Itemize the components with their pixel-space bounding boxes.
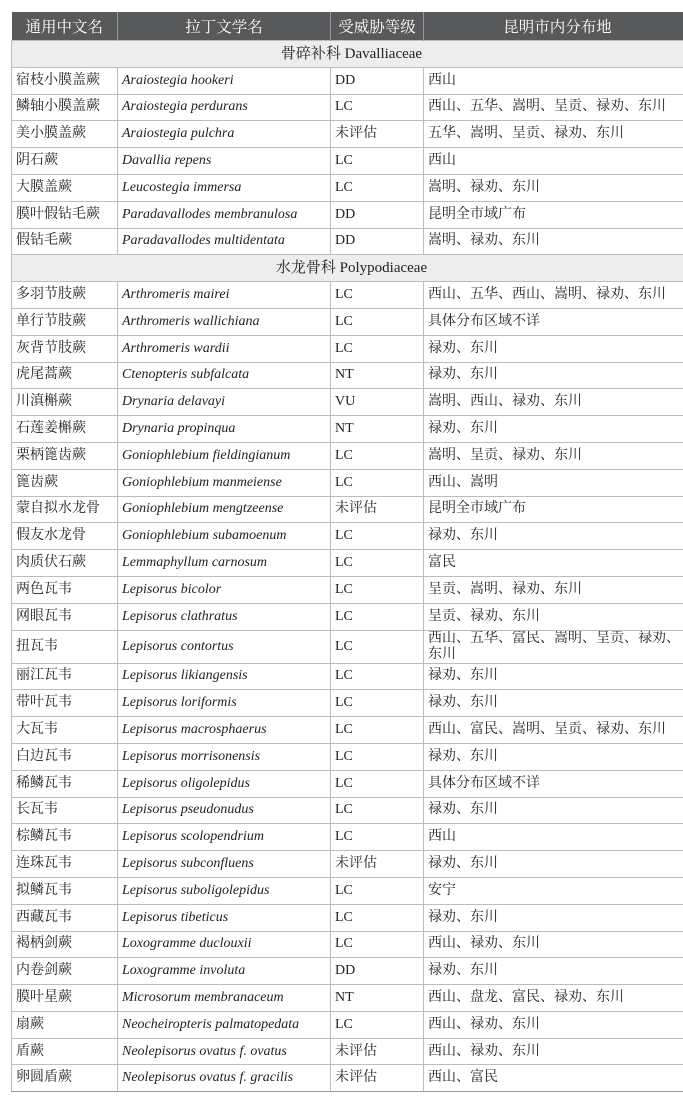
chinese-name-cell: 假钻毛蕨	[12, 228, 118, 255]
distribution-cell: 昆明全市域广布	[424, 201, 683, 228]
threat-level-cell: LC	[331, 335, 424, 362]
latin-name-cell: Lepisorus pseudonudus	[118, 797, 331, 824]
chinese-name-cell: 两色瓦韦	[12, 576, 118, 603]
table-row	[12, 690, 683, 717]
distribution-cell: 西山、五华、富民、嵩明、呈贡、禄劝、东川	[424, 630, 683, 663]
threat-level-cell: DD	[331, 228, 424, 255]
latin-name-cell: Lepisorus scolopendrium	[118, 824, 331, 851]
threat-level-cell: 未评估	[331, 121, 424, 148]
distribution-cell: 西山	[424, 148, 683, 175]
latin-name-cell: Goniophlebium subamoenum	[118, 523, 331, 550]
distribution-cell: 禄劝、东川	[424, 743, 683, 770]
chinese-name-cell: 假友水龙骨	[12, 523, 118, 550]
threat-level-cell: LC	[331, 931, 424, 958]
distribution-cell: 禄劝、东川	[424, 690, 683, 717]
chinese-name-cell: 连珠瓦韦	[12, 851, 118, 878]
latin-name-cell: Lepisorus macrosphaerus	[118, 717, 331, 744]
latin-name-cell: Ctenopteris subfalcata	[118, 362, 331, 389]
distribution-cell: 嵩明、禄劝、东川	[424, 228, 683, 255]
threat-level-cell: LC	[331, 523, 424, 550]
distribution-cell: 西山、五华、嵩明、呈贡、禄劝、东川	[424, 94, 683, 121]
distribution-cell: 呈贡、嵩明、禄劝、东川	[424, 576, 683, 603]
distribution-cell: 禄劝、东川	[424, 851, 683, 878]
table-row	[12, 148, 683, 175]
threat-level-cell: NT	[331, 362, 424, 389]
table-row	[12, 576, 683, 603]
chinese-name-cell: 扭瓦韦	[12, 630, 118, 663]
distribution-cell: 西山	[424, 67, 683, 94]
table-row	[12, 770, 683, 797]
threat-level-cell: LC	[331, 717, 424, 744]
threat-level-cell: LC	[331, 797, 424, 824]
latin-name-cell: Paradavallodes membranulosa	[118, 201, 331, 228]
family-name: 骨碎补科 Davalliaceae	[12, 41, 683, 68]
table-row	[12, 416, 683, 443]
latin-name-cell: Lepisorus suboligolepidus	[118, 877, 331, 904]
table-row	[12, 94, 683, 121]
chinese-name-cell: 阴石蕨	[12, 148, 118, 175]
family-row	[12, 255, 683, 282]
chinese-name-cell: 棕鳞瓦韦	[12, 824, 118, 851]
table-row	[12, 362, 683, 389]
distribution-cell: 禄劝、东川	[424, 797, 683, 824]
threat-level-cell: VU	[331, 389, 424, 416]
latin-name-cell: Microsorum membranaceum	[118, 985, 331, 1012]
table-row	[12, 523, 683, 550]
fern-species-table	[11, 12, 683, 1092]
chinese-name-cell: 单行节肢蕨	[12, 308, 118, 335]
threat-level-cell: NT	[331, 985, 424, 1012]
latin-name-cell: Neolepisorus ovatus f. ovatus	[118, 1038, 331, 1065]
table-row	[12, 496, 683, 523]
chinese-name-cell: 膜叶星蕨	[12, 985, 118, 1012]
threat-level-cell: LC	[331, 94, 424, 121]
table-row	[12, 630, 683, 663]
latin-name-cell: Drynaria delavayi	[118, 389, 331, 416]
distribution-cell: 富民	[424, 550, 683, 577]
latin-name-cell: Lemmaphyllum carnosum	[118, 550, 331, 577]
distribution-cell: 五华、嵩明、呈贡、禄劝、东川	[424, 121, 683, 148]
latin-name-cell: Lepisorus contortus	[118, 630, 331, 663]
table-row	[12, 442, 683, 469]
latin-name-cell: Drynaria propinqua	[118, 416, 331, 443]
latin-name-cell: Lepisorus likiangensis	[118, 663, 331, 690]
chinese-name-cell: 稀鳞瓦韦	[12, 770, 118, 797]
table-row	[12, 663, 683, 690]
chinese-name-cell: 网眼瓦韦	[12, 603, 118, 630]
chinese-name-cell: 美小膜盖蕨	[12, 121, 118, 148]
table-row	[12, 201, 683, 228]
chinese-name-cell: 扇蕨	[12, 1011, 118, 1038]
table-row	[12, 1038, 683, 1065]
latin-name-cell: Goniophlebium fieldingianum	[118, 442, 331, 469]
table-row	[12, 67, 683, 94]
chinese-name-cell: 大膜盖蕨	[12, 174, 118, 201]
distribution-cell: 具体分布区域不详	[424, 770, 683, 797]
chinese-name-cell: 褐柄剑蕨	[12, 931, 118, 958]
threat-level-cell: LC	[331, 877, 424, 904]
chinese-name-cell: 篦齿蕨	[12, 469, 118, 496]
latin-name-cell: Lepisorus oligolepidus	[118, 770, 331, 797]
distribution-cell: 昆明全市域广布	[424, 496, 683, 523]
table-row	[12, 1065, 683, 1092]
threat-level-cell: LC	[331, 576, 424, 603]
chinese-name-cell: 多羽节肢蕨	[12, 282, 118, 309]
threat-level-cell: 未评估	[331, 1065, 424, 1092]
latin-name-cell: Lepisorus bicolor	[118, 576, 331, 603]
chinese-name-cell: 带叶瓦韦	[12, 690, 118, 717]
threat-level-cell: LC	[331, 630, 424, 663]
latin-name-cell: Goniophlebium mengtzeense	[118, 496, 331, 523]
table-header	[12, 12, 683, 41]
family-name: 水龙骨科 Polypodiaceae	[12, 255, 683, 282]
table-row	[12, 877, 683, 904]
latin-name-cell: Davallia repens	[118, 148, 331, 175]
chinese-name-cell: 拟鳞瓦韦	[12, 877, 118, 904]
distribution-cell: 禄劝、东川	[424, 416, 683, 443]
threat-level-cell: LC	[331, 282, 424, 309]
distribution-cell: 西山、富民、嵩明、呈贡、禄劝、东川	[424, 717, 683, 744]
latin-name-cell: Lepisorus subconfluens	[118, 851, 331, 878]
chinese-name-cell: 蒙自拟水龙骨	[12, 496, 118, 523]
table-row	[12, 931, 683, 958]
latin-name-cell: Neocheiropteris palmatopedata	[118, 1011, 331, 1038]
latin-name-cell: Lepisorus loriformis	[118, 690, 331, 717]
table-row	[12, 603, 683, 630]
distribution-cell: 禄劝、东川	[424, 523, 683, 550]
chinese-name-cell: 石莲姜槲蕨	[12, 416, 118, 443]
table-row	[12, 121, 683, 148]
distribution-cell: 西山	[424, 824, 683, 851]
distribution-cell: 禄劝、东川	[424, 335, 683, 362]
threat-level-cell: 未评估	[331, 1038, 424, 1065]
threat-level-cell: LC	[331, 1011, 424, 1038]
table-row	[12, 717, 683, 744]
chinese-name-cell: 栗柄篦齿蕨	[12, 442, 118, 469]
threat-level-cell: LC	[331, 824, 424, 851]
latin-name-cell: Loxogramme duclouxii	[118, 931, 331, 958]
chinese-name-cell: 膜叶假钻毛蕨	[12, 201, 118, 228]
threat-level-cell: LC	[331, 550, 424, 577]
distribution-cell: 西山、五华、西山、嵩明、禄劝、东川	[424, 282, 683, 309]
chinese-name-cell: 大瓦韦	[12, 717, 118, 744]
threat-level-cell: LC	[331, 148, 424, 175]
table-row	[12, 174, 683, 201]
threat-level-cell: NT	[331, 416, 424, 443]
header-threat-level: 受威胁等级	[331, 12, 424, 41]
threat-level-cell: DD	[331, 67, 424, 94]
latin-name-cell: Lepisorus clathratus	[118, 603, 331, 630]
threat-level-cell: 未评估	[331, 496, 424, 523]
table-row	[12, 824, 683, 851]
distribution-cell: 嵩明、西山、禄劝、东川	[424, 389, 683, 416]
family-row	[12, 41, 683, 68]
chinese-name-cell: 灰背节肢蕨	[12, 335, 118, 362]
latin-name-cell: Araiostegia perdurans	[118, 94, 331, 121]
distribution-cell: 呈贡、禄劝、东川	[424, 603, 683, 630]
chinese-name-cell: 西藏瓦韦	[12, 904, 118, 931]
chinese-name-cell: 卵圆盾蕨	[12, 1065, 118, 1092]
table-body	[12, 41, 683, 1092]
chinese-name-cell: 长瓦韦	[12, 797, 118, 824]
header-chinese-name: 通用中文名	[12, 12, 118, 41]
threat-level-cell: LC	[331, 174, 424, 201]
table-row	[12, 797, 683, 824]
threat-level-cell: DD	[331, 958, 424, 985]
distribution-cell: 西山、嵩明	[424, 469, 683, 496]
latin-name-cell: Arthromeris mairei	[118, 282, 331, 309]
latin-name-cell: Lepisorus morrisonensis	[118, 743, 331, 770]
latin-name-cell: Leucostegia immersa	[118, 174, 331, 201]
threat-level-cell: LC	[331, 469, 424, 496]
chinese-name-cell: 川滇槲蕨	[12, 389, 118, 416]
latin-name-cell: Arthromeris wallichiana	[118, 308, 331, 335]
table-row	[12, 550, 683, 577]
distribution-cell: 禄劝、东川	[424, 663, 683, 690]
threat-level-cell: LC	[331, 904, 424, 931]
latin-name-cell: Loxogramme involuta	[118, 958, 331, 985]
table-row	[12, 1011, 683, 1038]
chinese-name-cell: 内卷剑蕨	[12, 958, 118, 985]
threat-level-cell: LC	[331, 308, 424, 335]
threat-level-cell: DD	[331, 201, 424, 228]
latin-name-cell: Paradavallodes multidentata	[118, 228, 331, 255]
table-row	[12, 851, 683, 878]
chinese-name-cell: 肉质伏石蕨	[12, 550, 118, 577]
threat-level-cell: LC	[331, 603, 424, 630]
table-row	[12, 228, 683, 255]
distribution-cell: 禄劝、东川	[424, 904, 683, 931]
chinese-name-cell: 虎尾蒿蕨	[12, 362, 118, 389]
chinese-name-cell: 鳞轴小膜盖蕨	[12, 94, 118, 121]
table-row	[12, 985, 683, 1012]
table-row	[12, 958, 683, 985]
chinese-name-cell: 宿枝小膜盖蕨	[12, 67, 118, 94]
distribution-cell: 嵩明、禄劝、东川	[424, 174, 683, 201]
distribution-cell: 安宁	[424, 877, 683, 904]
latin-name-cell: Arthromeris wardii	[118, 335, 331, 362]
latin-name-cell: Araiostegia pulchra	[118, 121, 331, 148]
distribution-cell: 西山、富民	[424, 1065, 683, 1092]
latin-name-cell: Lepisorus tibeticus	[118, 904, 331, 931]
distribution-cell: 西山、盘龙、富民、禄劝、东川	[424, 985, 683, 1012]
table-row	[12, 335, 683, 362]
table-row	[12, 308, 683, 335]
table-row	[12, 904, 683, 931]
distribution-cell: 西山、禄劝、东川	[424, 1011, 683, 1038]
distribution-cell: 禄劝、东川	[424, 362, 683, 389]
distribution-cell: 西山、禄劝、东川	[424, 1038, 683, 1065]
table-row	[12, 389, 683, 416]
header-distribution: 昆明市内分布地	[424, 12, 683, 41]
latin-name-cell: Goniophlebium manmeiense	[118, 469, 331, 496]
latin-name-cell: Araiostegia hookeri	[118, 67, 331, 94]
header-latin-name: 拉丁文学名	[118, 12, 331, 41]
threat-level-cell: LC	[331, 770, 424, 797]
chinese-name-cell: 白边瓦韦	[12, 743, 118, 770]
distribution-cell: 西山、禄劝、东川	[424, 931, 683, 958]
threat-level-cell: LC	[331, 743, 424, 770]
latin-name-cell: Neolepisorus ovatus f. gracilis	[118, 1065, 331, 1092]
distribution-cell: 禄劝、东川	[424, 958, 683, 985]
threat-level-cell: LC	[331, 442, 424, 469]
table-row	[12, 469, 683, 496]
threat-level-cell: LC	[331, 690, 424, 717]
table-row	[12, 743, 683, 770]
threat-level-cell: 未评估	[331, 851, 424, 878]
distribution-cell: 嵩明、呈贡、禄劝、东川	[424, 442, 683, 469]
chinese-name-cell: 丽江瓦韦	[12, 663, 118, 690]
threat-level-cell: LC	[331, 663, 424, 690]
distribution-cell: 具体分布区域不详	[424, 308, 683, 335]
chinese-name-cell: 盾蕨	[12, 1038, 118, 1065]
table-row	[12, 282, 683, 309]
